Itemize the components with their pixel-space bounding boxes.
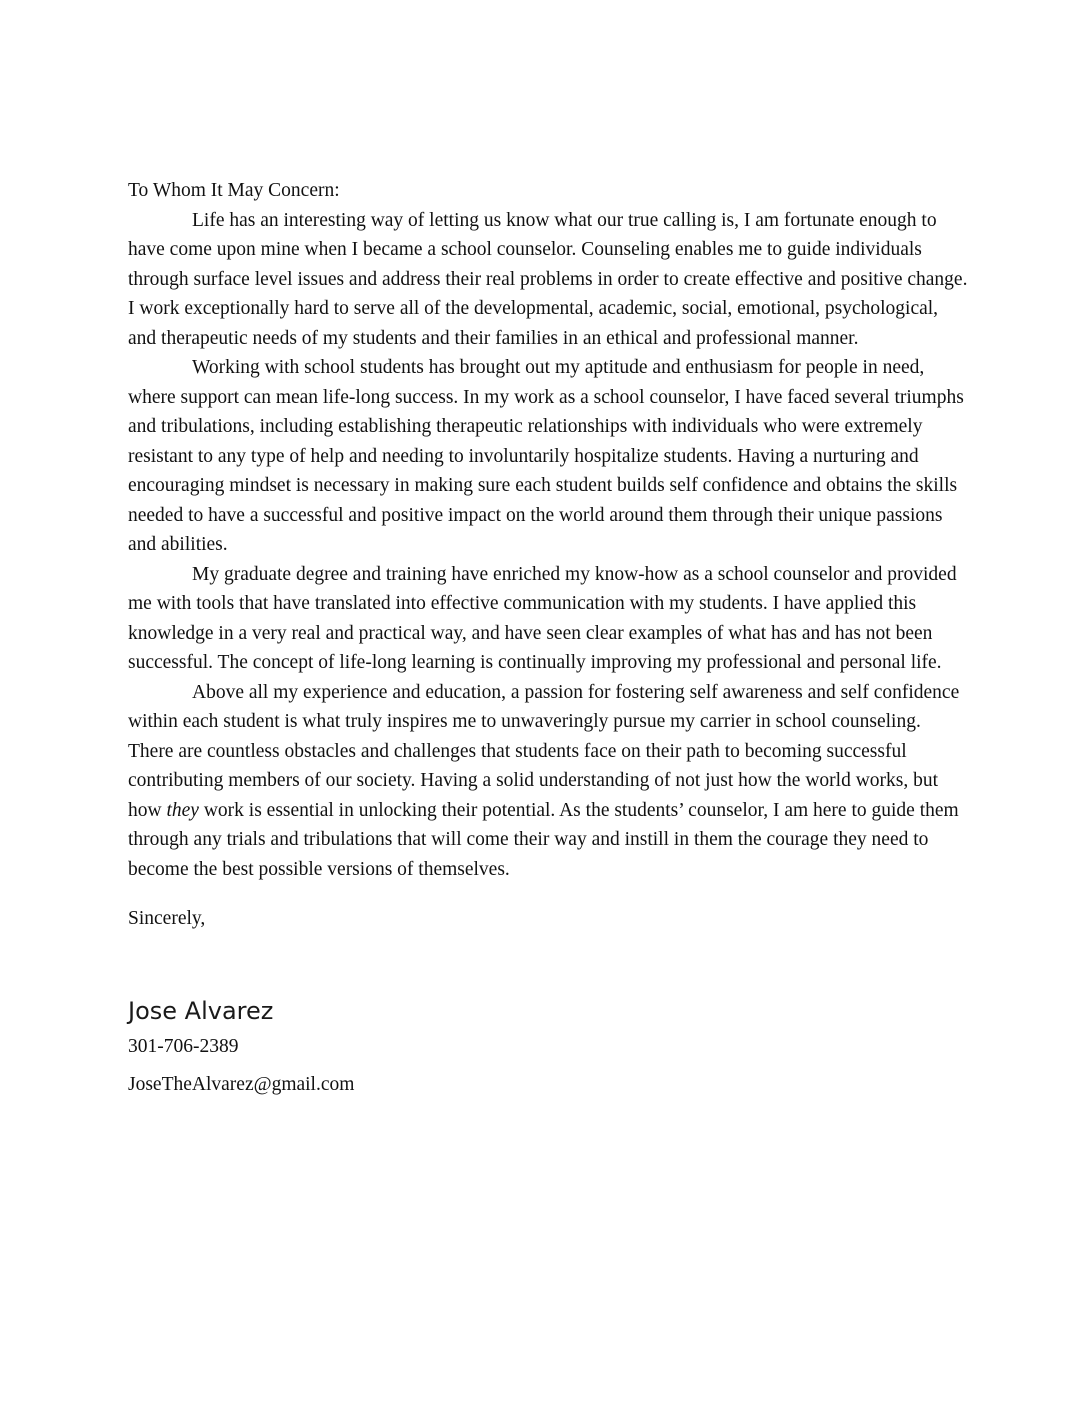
paragraph-2-text: Working with school students has brought out my aptitude and enthusiasm for people in need, where support can mean life-long success. In my work as a school counselor, I have faced several triumphs and tribulations, including establishing therapeutic relationships with individuals who were extremely resistant to any type of help and needing to involuntarily hospitalize students. Having a nurturing and encouraging mindset is necessary in making sure each student builds self confidence and obtains the skills needed to have a successful and positive impact on the world around them through their unique passions and abilities.: [128, 357, 964, 555]
closing: Sincerely,: [128, 908, 206, 929]
paragraph-1: [128, 206, 970, 354]
salutation: To Whom It May Concern:: [128, 180, 340, 201]
paragraph-4: [128, 678, 970, 885]
letter-body: [128, 176, 970, 1100]
paragraph-1-text: Life has an interesting way of letting us know what our true calling is, I am fortunate enough to have come upon mine when I became a school counselor. Counseling enables me to guide individuals through surface level issues and address their real problems in order to create effective and positive change. I work exceptionally hard to serve all of the developmental, academic, social, emotional, psychological, and therapeutic needs of my students and their families in an ethical and professional manner.: [128, 209, 968, 349]
paragraph-4-text-start: Above all my experience and education, a passion for fostering self awareness and self confidence within each student is what truly inspires me to unwaveringly pursue my carrier in school counseling. There are countless obstacles and challenges that students face on their path to becoming successful contributing members of our society. Having a solid understanding of not just how the world works, but how: [128, 681, 960, 821]
signature-email: JoseTheAlvarez@gmail.com: [128, 1074, 355, 1095]
paragraph-4-text-end: work is essential in unlocking their potential. As the students’ counselor, I am here to guide them through any trials and tribulations that will come their way and instill in them the courage they need to become the best possible versions of themselves.: [128, 799, 959, 880]
paragraph-3-text: My graduate degree and training have enriched my know-how as a school counselor and provided me with tools that have translated into effective communication with my students. I have applied this knowledge in a very real and practical way, and have seen clear examples of what has and has not been successful. The concept of life-long learning is continually improving my professional and personal life.: [128, 563, 957, 673]
paragraph-3: [128, 560, 970, 678]
signature-name: Jose Alvarez: [128, 996, 274, 1025]
signature-phone: 301-706-2389: [128, 1035, 239, 1057]
paragraph-2: [128, 353, 970, 560]
paragraph-4-emphasis: they: [166, 799, 199, 821]
